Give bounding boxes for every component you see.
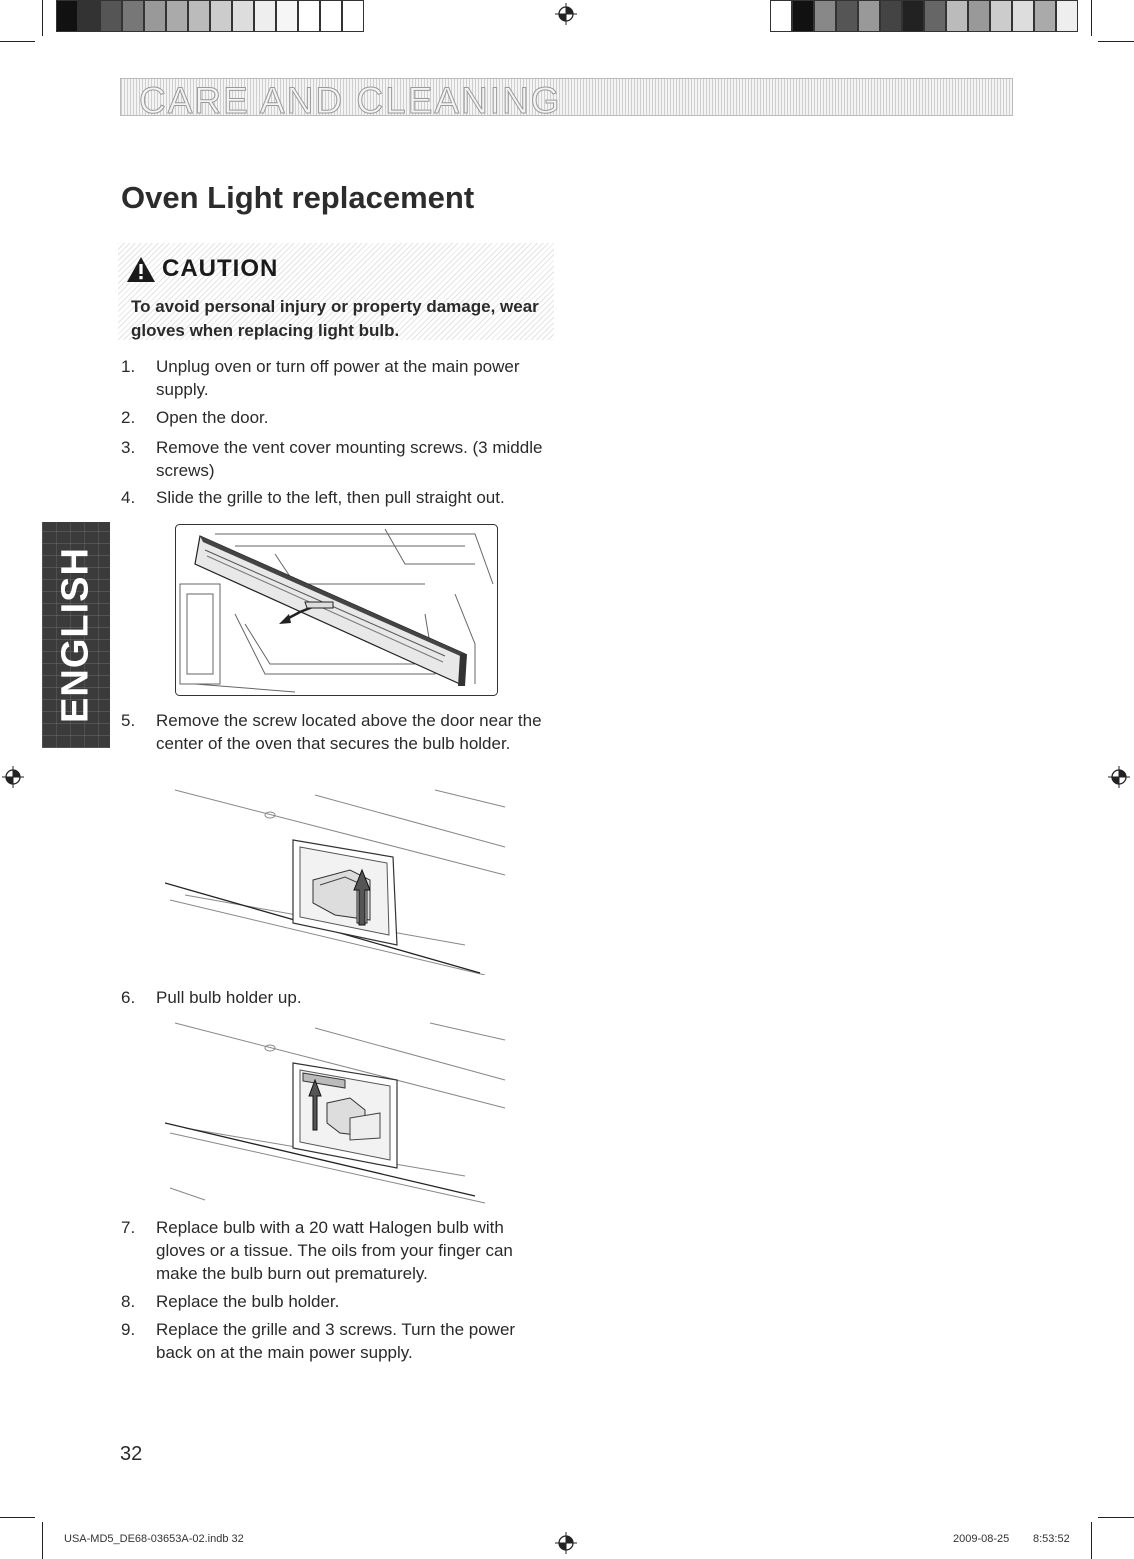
step-text: Replace bulb with a 20 watt Halogen bulb with gloves or a tissue. The oils from your finger can make the bulb burn out prematurely. (156, 1218, 513, 1283)
crop-mark (0, 41, 35, 42)
footer-time: 8:53:52 (1033, 1533, 1070, 1545)
crop-mark (1098, 1517, 1134, 1518)
step-text: Replace the bulb holder. (156, 1292, 340, 1311)
language-tab (42, 522, 110, 748)
step-text: Pull bulb holder up. (156, 988, 302, 1007)
step-text: Slide the grille to the left, then pull straight out. (156, 488, 505, 507)
caution-header (126, 255, 278, 283)
section-title: CARE AND CLEANING (139, 80, 562, 121)
step-number: 7. (121, 1218, 136, 1237)
crop-mark (1091, 1522, 1092, 1559)
step-text: Replace the grille and 3 screws. Turn the power back on at the main power supply. (156, 1320, 516, 1362)
page-title: Oven Light replacement (121, 180, 475, 215)
grille-removal-illustration (175, 524, 498, 696)
color-bar-right (770, 0, 1078, 34)
section-header-band (120, 78, 1013, 121)
language-tab-label: ENGLISH (54, 547, 97, 723)
step-number: 1. (121, 357, 136, 376)
bulb-holder-pull-illustration (165, 1018, 510, 1208)
step-text: Remove the vent cover mounting screws. (3 middle screws) (156, 438, 543, 480)
registration-mark-icon (555, 1532, 577, 1554)
crop-mark (0, 1517, 35, 1518)
crop-mark (42, 1522, 43, 1559)
step-number: 8. (121, 1292, 136, 1311)
step-number: 5. (121, 711, 136, 730)
page-number: 32 (120, 1443, 143, 1465)
step-number: 9. (121, 1320, 136, 1339)
step-number: 3. (121, 438, 136, 457)
footer-file-name: USA-MD5_DE68-03653A-02.indb 32 (64, 1533, 244, 1545)
step-text: Open the door. (156, 408, 269, 427)
registration-mark-icon (2, 766, 24, 788)
step-text: Unplug oven or turn off power at the main power supply. (156, 357, 520, 399)
registration-mark-icon (555, 3, 577, 25)
registration-mark-icon (1108, 766, 1130, 788)
step-number: 2. (121, 408, 136, 427)
crop-mark (1098, 41, 1134, 42)
footer-date: 2009-08-25 (953, 1533, 1010, 1545)
step-number: 4. (121, 488, 136, 507)
step-number: 6. (121, 988, 136, 1007)
color-bar-left (56, 0, 364, 34)
step-text: Remove the screw located above the door near the center of the oven that secures the bulb holder. (156, 711, 542, 753)
bulb-holder-screw-illustration (165, 785, 510, 975)
caution-title: CAUTION (162, 255, 279, 282)
crop-mark (42, 0, 43, 36)
crop-mark (1091, 0, 1092, 36)
caution-text: To avoid personal injury or property damage, wear gloves when replacing light bulb. (131, 297, 539, 340)
warning-triangle-icon (126, 256, 156, 283)
caution-box (118, 243, 554, 340)
